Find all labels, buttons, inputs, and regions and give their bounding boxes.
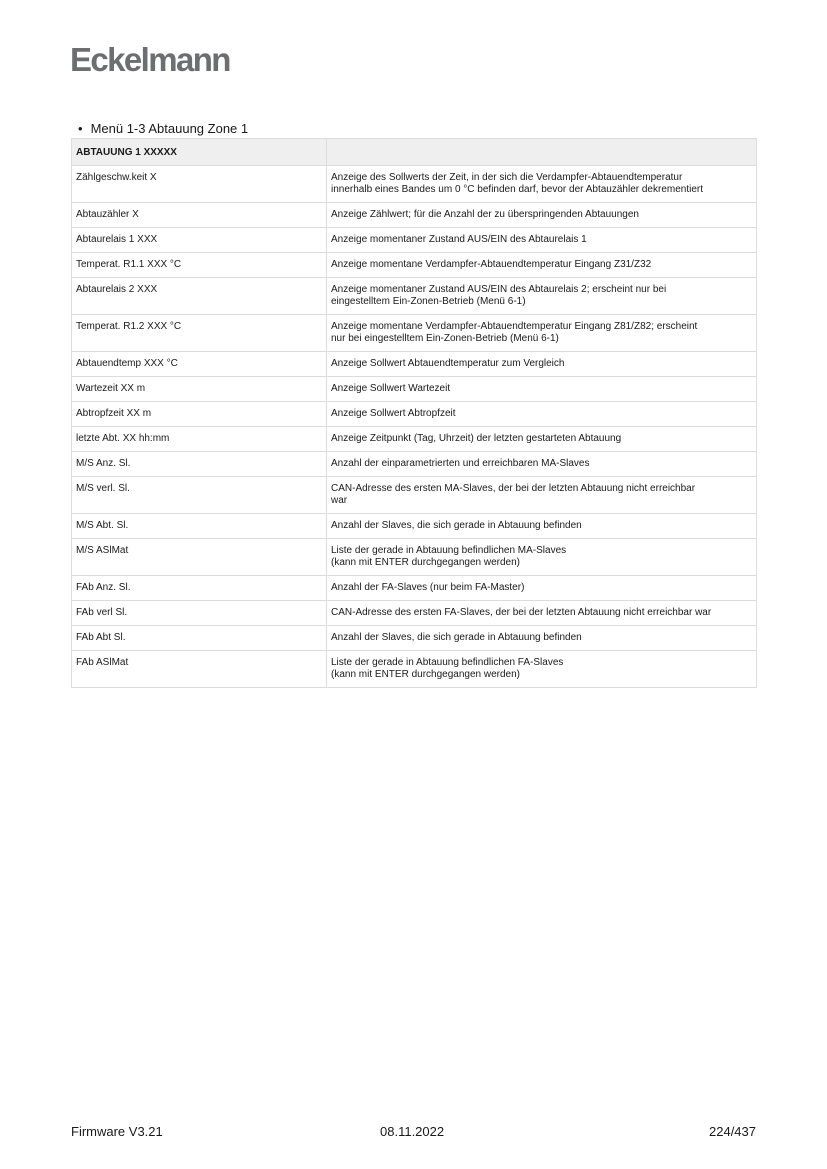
footer-page-number: 224/437 — [709, 1124, 756, 1139]
parameter-description-cell: Anzahl der FA-Slaves (nur beim FA-Master) — [327, 575, 757, 600]
parameter-name-cell: FAb Anz. Sl. — [72, 575, 327, 600]
parameter-description-cell: CAN-Adresse des ersten MA-Slaves, der bei der letzten Abtauung nicht erreichbar war — [327, 476, 757, 513]
parameter-table — [71, 138, 757, 688]
parameter-name-cell: Temperat. R1.2 XXX °C — [72, 314, 327, 351]
table-header-cell: ABTAUUNG 1 XXXXX — [72, 139, 327, 166]
parameter-description-cell: Anzeige Sollwert Abtropfzeit — [327, 401, 757, 426]
table-row — [72, 227, 757, 252]
eckelmann-logo: Eckelmann — [70, 41, 230, 78]
table-header-cell — [327, 139, 757, 166]
parameter-name-cell: Wartezeit XX m — [72, 376, 327, 401]
section-heading — [78, 121, 248, 137]
parameter-description-cell: Anzahl der Slaves, die sich gerade in Abtauung befinden — [327, 513, 757, 538]
table-row — [72, 252, 757, 277]
parameter-description-cell: Anzeige momentaner Zustand AUS/EIN des Abtaurelais 2; erscheint nur bei eingestelltem Ein-Zonen-Betrieb (Menü 6-1) — [327, 277, 757, 314]
parameter-name-cell: Temperat. R1.1 XXX °C — [72, 252, 327, 277]
parameter-description-cell: Liste der gerade in Abtauung befindlichen MA-Slaves (kann mit ENTER durchgegangen werden) — [327, 538, 757, 575]
parameter-name-cell: Abtaurelais 1 XXX — [72, 227, 327, 252]
parameter-name-cell: FAb ASlMat — [72, 650, 327, 687]
parameter-name-cell: Abtauendtemp XXX °C — [72, 351, 327, 376]
parameter-description-cell: Anzeige Sollwert Abtauendtemperatur zum Vergleich — [327, 351, 757, 376]
parameter-description-cell: Anzeige momentaner Zustand AUS/EIN des Abtaurelais 1 — [327, 227, 757, 252]
table-row — [72, 202, 757, 227]
footer-date: 08.11.2022 — [380, 1124, 445, 1139]
table-row — [72, 376, 757, 401]
table-row — [72, 600, 757, 625]
parameter-description-cell: Anzeige Sollwert Wartezeit — [327, 376, 757, 401]
parameter-name-cell: Zählgeschw.keit X — [72, 165, 327, 202]
section-title: Menü 1-3 Abtauung Zone 1 — [90, 121, 249, 136]
footer-firmware: Firmware V3.21 — [71, 1124, 163, 1139]
parameter-description-cell: CAN-Adresse des ersten FA-Slaves, der bei der letzten Abtauung nicht erreichbar war — [327, 600, 757, 625]
parameter-name-cell: M/S verl. Sl. — [72, 476, 327, 513]
parameter-description-cell: Anzahl der Slaves, die sich gerade in Abtauung befinden — [327, 625, 757, 650]
parameter-name-cell: Abtauzähler X — [72, 202, 327, 227]
table-row — [72, 426, 757, 451]
table-body — [72, 165, 757, 687]
table-row — [72, 277, 757, 314]
table-header-row — [72, 139, 757, 166]
parameter-name-cell: Abtropfzeit XX m — [72, 401, 327, 426]
table-row — [72, 476, 757, 513]
table-row — [72, 625, 757, 650]
table-row — [72, 401, 757, 426]
parameter-name-cell: M/S Abt. Sl. — [72, 513, 327, 538]
table-row — [72, 575, 757, 600]
parameter-description-cell: Anzahl der einparametrierten und erreichbaren MA-Slaves — [327, 451, 757, 476]
bullet-marker: • — [78, 121, 83, 136]
parameter-name-cell: Abtaurelais 2 XXX — [72, 277, 327, 314]
parameter-name-cell: FAb Abt Sl. — [72, 625, 327, 650]
table-row — [72, 513, 757, 538]
parameter-name-cell: M/S Anz. Sl. — [72, 451, 327, 476]
parameter-name-cell: letzte Abt. XX hh:mm — [72, 426, 327, 451]
table-row — [72, 451, 757, 476]
parameter-description-cell: Anzeige des Sollwerts der Zeit, in der sich die Verdampfer-Abtauendtemperatur innerhalb eines Bandes um 0 °C befinden darf, bevor der Abtauzähler dekrementiert — [327, 165, 757, 202]
table-row — [72, 351, 757, 376]
parameter-name-cell: FAb verl Sl. — [72, 600, 327, 625]
parameter-name-cell: M/S ASlMat — [72, 538, 327, 575]
parameter-description-cell: Anzeige Zeitpunkt (Tag, Uhrzeit) der letzten gestarteten Abtauung — [327, 426, 757, 451]
parameter-description-cell: Anzeige Zählwert; für die Anzahl der zu überspringenden Abtauungen — [327, 202, 757, 227]
parameter-description-cell: Liste der gerade in Abtauung befindlichen FA-Slaves (kann mit ENTER durchgegangen werden) — [327, 650, 757, 687]
parameter-description-cell: Anzeige momentane Verdampfer-Abtauendtemperatur Eingang Z81/Z82; erscheint nur bei eingestelltem Ein-Zonen-Betrieb (Menü 6-1) — [327, 314, 757, 351]
table-row — [72, 165, 757, 202]
table-row — [72, 538, 757, 575]
table-row — [72, 314, 757, 351]
parameter-description-cell: Anzeige momentane Verdampfer-Abtauendtemperatur Eingang Z31/Z32 — [327, 252, 757, 277]
table-row — [72, 650, 757, 687]
